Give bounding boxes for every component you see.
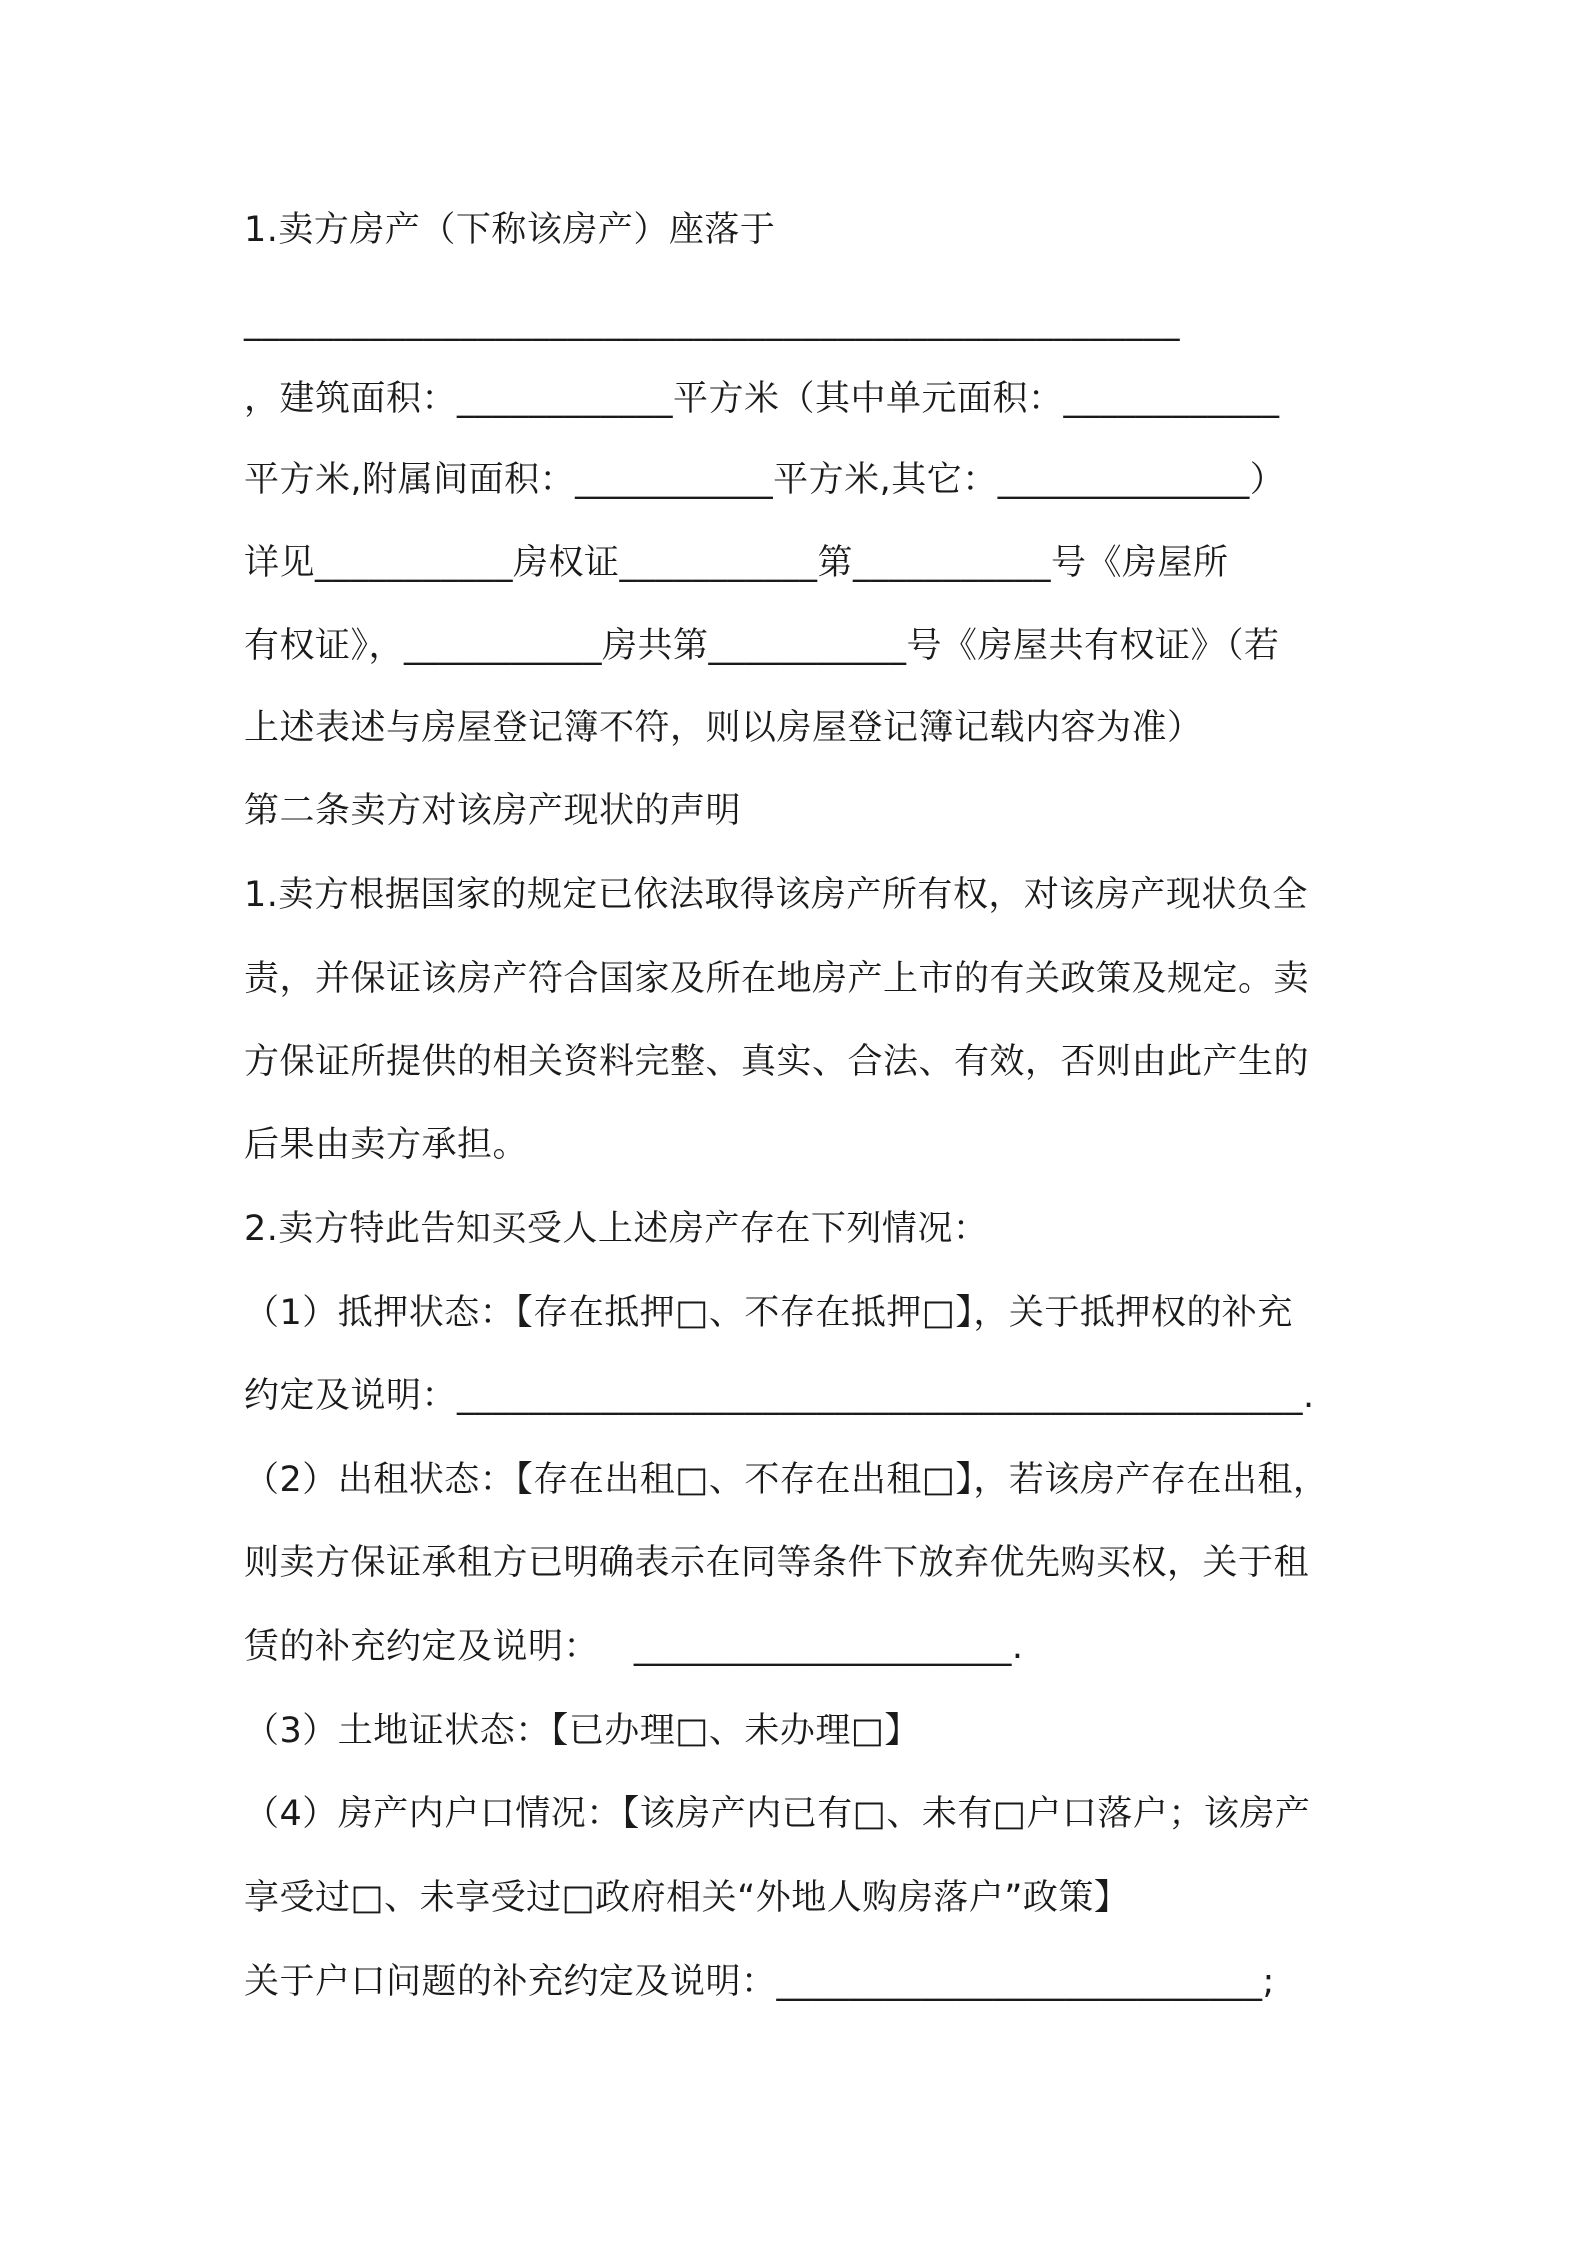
clause-text-line: 赁的补充约定及说明： _____________________. [244, 1627, 1024, 1667]
clause-text-line: 上述表述与房屋登记簿不符，则以房屋登记簿记载内容为准） [244, 708, 1203, 748]
clause-text-line: 1.卖方根据国家的规定已依法取得该房产所有权，对该房产现状负全 [244, 875, 1308, 915]
clause-text-line: 2.卖方特此告知买受人上述房产存在下列情况： [244, 1209, 989, 1249]
clause-text-line: 平方米,附属间面积：___________平方米,其它：______________） [244, 460, 1286, 500]
clause-text-line: （3）土地证状态：【已办理□、未办理□】 [244, 1711, 920, 1751]
clause-text-line: 方保证所提供的相关资料完整、真实、合法、有效，否则由此产生的 [244, 1042, 1310, 1082]
clause-text-line: 关于户口问题的补充约定及说明：___________________________; [244, 1962, 1275, 2002]
clause-text-line: 有权证》，___________房共第___________号《房屋共有权证》（若 [244, 626, 1280, 666]
clause-text-line: ，建筑面积：____________平方米（其中单元面积：____________ [244, 379, 1280, 419]
clause-text-line: 则卖方保证承租方已明确表示在同等条件下放弃优先购买权，关于租 [244, 1543, 1310, 1583]
address-blank-line: ____________________________________________________ [244, 302, 1180, 342]
clause-text-line: 详见___________房权证___________第___________号《房屋所 [244, 543, 1229, 583]
clause-text-line: 享受过□、未享受过□政府相关“外地人购房落户”政策】 [244, 1878, 1130, 1918]
clause-text-line: 责，并保证该房产符合国家及所在地房产上市的有关政策及规定。卖 [244, 959, 1310, 999]
section-heading: 第二条卖方对该房产现状的声明 [244, 791, 742, 831]
clause-text-line: 后果由卖方承担。 [244, 1125, 529, 1165]
clause-text-line: （1）抵押状态：【存在抵押□、不存在抵押□】，关于抵押权的补充 [244, 1293, 1293, 1333]
clause-text-line: （2）出租状态：【存在出租□、不存在出租□】，若该房产存在出租， [244, 1460, 1329, 1500]
clause-text-line: 约定及说明：_______________________________________________. [244, 1376, 1315, 1416]
clause-text-line: （4）房产内户口情况：【该房产内已有□、未有□户口落户；该房产 [244, 1794, 1311, 1834]
clause-text-line: 1.卖方房产（下称该房产）座落于 [244, 210, 776, 250]
